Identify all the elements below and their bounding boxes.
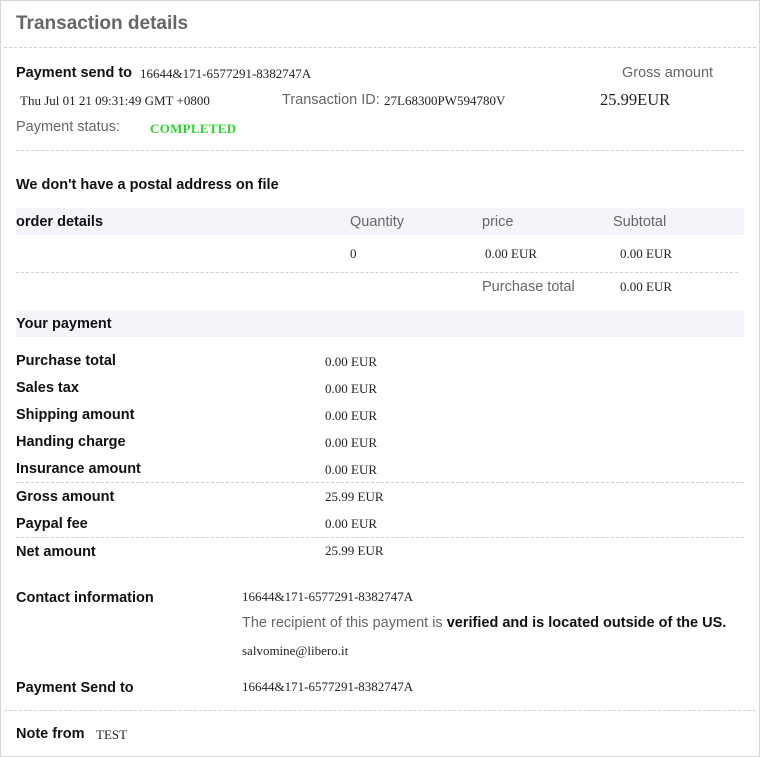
page-title: Transaction details — [16, 13, 189, 34]
payment-line-label: Handing charge — [16, 434, 126, 450]
contact-email: salvomine@libero.it — [242, 643, 349, 658]
gross-amount-label: Gross amount — [622, 65, 714, 81]
status-badge: COMPLETED — [150, 121, 237, 136]
order-divider — [16, 272, 738, 273]
postal-address-notice: We don't have a postal address on file — [16, 177, 279, 193]
price-header: price — [482, 214, 514, 230]
payment-line-label: Net amount — [16, 544, 96, 560]
contact-id: 16644&171-6577291-8382747A — [242, 589, 414, 604]
payment-line-value: 0.00 EUR — [325, 408, 377, 423]
purchase-total-label: Purchase total — [482, 279, 575, 295]
payment-line-label: Purchase total — [16, 353, 116, 369]
note-value: TEST — [96, 727, 128, 742]
quantity-header: Quantity — [350, 214, 404, 230]
transaction-date: Thu Jul 01 21 09:31:49 GMT +0800 — [20, 93, 210, 108]
contact-information-label: Contact information — [16, 590, 154, 606]
payment-line-value: 0.00 EUR — [325, 354, 377, 369]
order-quantity: 0 — [350, 246, 357, 261]
payment-line-value: 0.00 EUR — [325, 462, 377, 477]
payment-line-value: 0.00 EUR — [325, 516, 377, 531]
payment-line-value: 25.99 EUR — [325, 489, 384, 504]
note-from-label: Note from — [16, 726, 85, 742]
payment-send-to-footer-value: 16644&171-6577291-8382747A — [242, 679, 414, 694]
payment-divider — [16, 537, 744, 538]
payment-line-label: Paypal fee — [16, 516, 88, 532]
recipient-text: The recipient of this payment is — [242, 615, 443, 631]
gross-amount-value: 25.99EUR — [600, 90, 671, 109]
payment-line-label: Sales tax — [16, 380, 79, 396]
payment-line-label: Insurance amount — [16, 461, 141, 477]
note-divider — [4, 710, 756, 711]
your-payment-title: Your payment — [16, 316, 112, 332]
transaction-id-value: 27L68300PW594780V — [384, 93, 506, 108]
your-payment-header-row — [16, 310, 744, 337]
payment-send-to-value: 16644&171-6577291-8382747A — [140, 66, 312, 81]
transaction-id-label: Transaction ID: — [282, 92, 380, 108]
order-details-header: order details — [16, 214, 104, 230]
payment-send-to-footer-label: Payment Send to — [16, 680, 134, 696]
purchase-total-value: 0.00 EUR — [620, 279, 672, 294]
payment-line-value: 0.00 EUR — [325, 435, 377, 450]
order-price: 0.00 EUR — [485, 246, 537, 261]
order-subtotal: 0.00 EUR — [620, 246, 672, 261]
payment-line-label: Shipping amount — [16, 407, 135, 423]
recipient-notice — [242, 615, 726, 631]
payment-line-value: 0.00 EUR — [325, 381, 377, 396]
payment-status-label: Payment status: — [16, 119, 120, 135]
payment-send-to-label: Payment send to — [16, 65, 133, 81]
recipient-verified-text: verified and is located outside of the US. — [446, 615, 727, 631]
header-divider — [4, 47, 756, 48]
payment-line-label: Gross amount — [16, 489, 115, 505]
payment-divider — [16, 482, 744, 483]
summary-divider — [16, 150, 744, 151]
payment-line-value: 25.99 EUR — [325, 543, 384, 558]
subtotal-header: Subtotal — [613, 214, 667, 230]
